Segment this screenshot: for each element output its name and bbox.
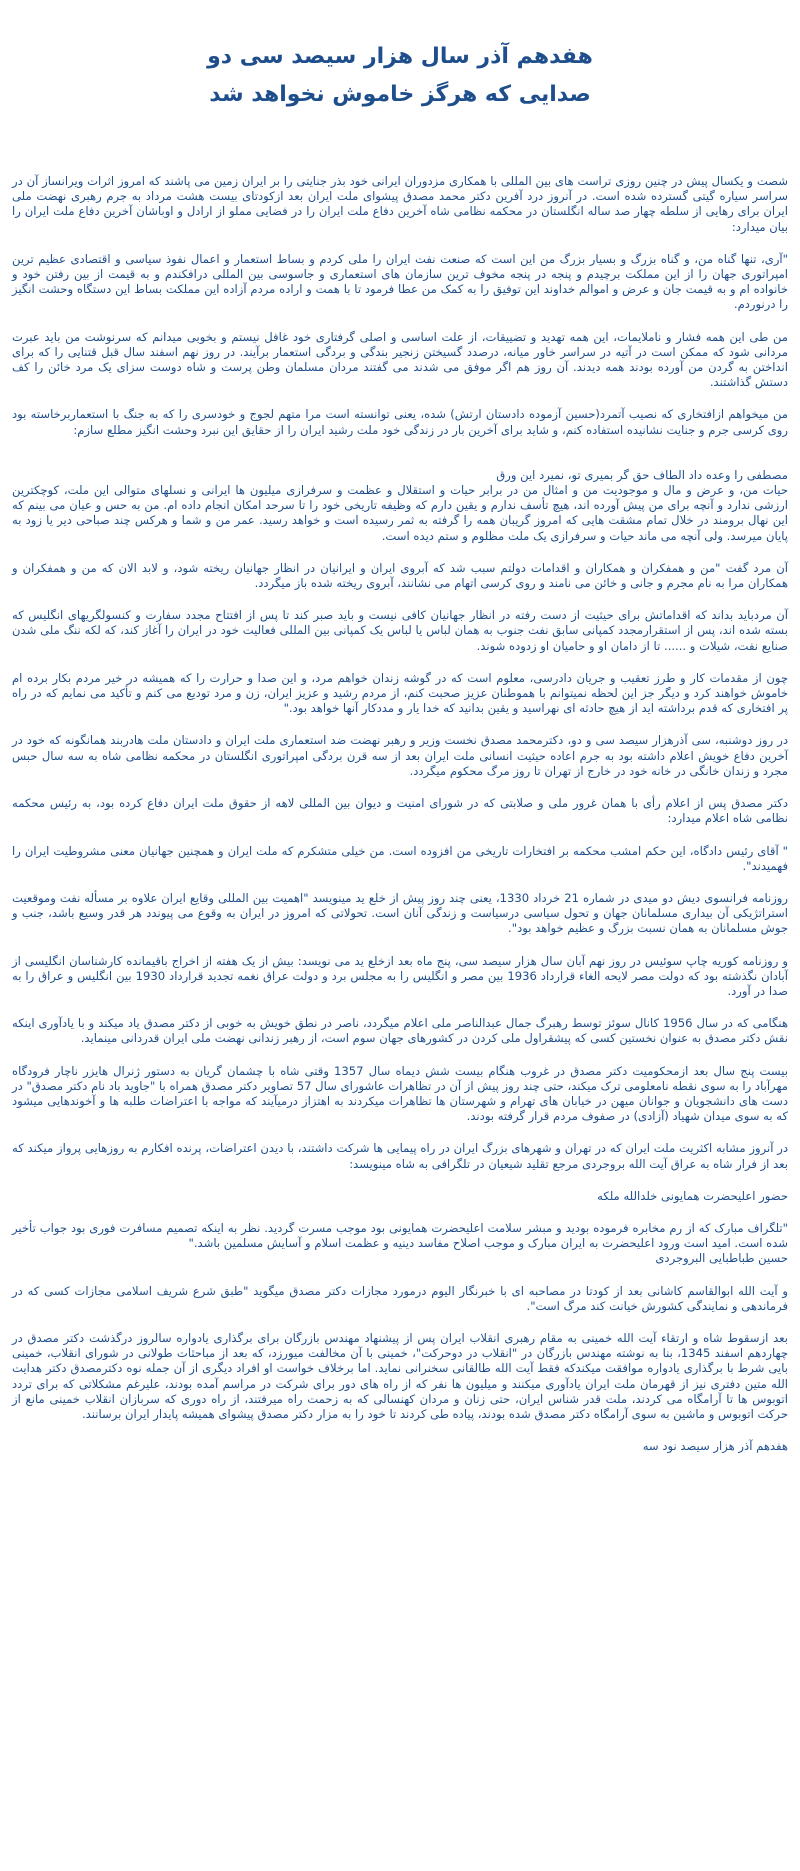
article-body (12, 174, 788, 1454)
paragraph: من طی این همه فشار و ناملایمات، این همه تهدید و تضییقات، از علت اساسی و اصلی گرفتاری خود غافل نیستم و بخوبی میدانم که سرنوشت من باید عبرت مردانی شود که ممکن است در آتیه در سراسر خاور میانه، درصدد گسیختن زنجیر بندگی و بردگی استعمار برآیند. در روز نهم اسفند سال قبل قتنایی را که برای انداختن به گردن من آورده بودند همه دیدند. آن روز هم اگر موفق می شدند می گفتند مردان مسلمان وطن پرست و شاه دوست سزای یک مرد خائن را کف دستش گذاشتند. (12, 329, 788, 390)
paragraph: و آیت الله ابوالقاسم کاشانی بعد از کودتا در مصاحبه ای با خبرنگار الیوم درمورد مجازات دکتر مصدق میگوید "طبق شرع شریف اسلامی مجازات کسی که در فرماندهی و نمایندگی کشورش خیانت کند مرگ است". (12, 1283, 788, 1313)
paragraph: شصت و یکسال پیش در چنین روزی تراست های بین المللی با همکاری مزدوران ایرانی خود بذر جنایتی را بر ایران زمین می پاشند که امروز اثرات ویرانساز آن در سراسر سیاره گیتی گسترده شده است. در آنروز درد آفرین دکتر محمد مصدق پیشوای ملت ایران بعد ازکودتای بیست هشت مرداد به جرم رهبری نهضت ملی ایران برای رهایی از سلطه چهار صد ساله انگلستان در محکمه نظامی شاه آخرین دفاع ملت ایران را در فضایی مملو از ارادل و اوباشان آخرین دفاع ملت ایران را بیان میدارد: (12, 174, 788, 234)
paragraph: "آری، تنها گناه من، و گناه بزرگ و بسیار بزرگ من این است که صنعت نفت ایران را ملی کردم و بساط استعمار و اعمال نفوذ سیاسی و اقتصادی عظیم ترین امپراتوری جهان را از این مملکت برچیدم و پنجه در پنجه مخوف ترین سازمان های استعماری و جاسوسی بین المللی درافکندم و به قیمت از بین رفتن خود و خانواده ام و به قیمت جان و عرض و اموالم خداوند این توفیق را به کمک من عطا فرمود تا با همت و اراده مردم آزاده این مملکت بساط این دستگاه وحشت انگیز را درنوردم. (12, 251, 788, 312)
paragraph: حضور اعلیحضرت همایونی خلدالله ملکه (597, 1188, 788, 1203)
title-block (12, 38, 788, 114)
paragraph: آن مرد گفت "من و همفکران و همکاران و اقدامات دولتم سبب شد که آبروی ایران و ایرانیان در انظار جهانیان ریخته شود، و لابد الان که من و همفکران و همکاران مرا به نام مجرم و جانی و خائن می نامند و روی کرسی اتهام می نشانند، آبروی ریخته شده باز میگردد. (12, 560, 788, 591)
closing-date: هفدهم آذر هزار سیصد نود سه (642, 1439, 788, 1454)
paragraph: "تلگراف مبارک که از رم مخابره فرموده بودید و مبشر سلامت اعلیحضرت همایونی بود موجب مسرت گردید. نظر به اینکه تصمیم مسافرت فوری بود جواب تأخیر شده است. امید است ورود اعلیحضرت به ایران مبارک و موجب اصلاح مفاسد دینیه و عظمت اسلام و آسایش مسلمین باشد." حسین طباطبایی البروجردی (12, 1220, 788, 1266)
paragraph: و روزنامه کوریه چاپ سوئیس در روز نهم آبان سال هزار سیصد سی، پنج ماه بعد ازخلع ید می نویسد: بیش از یک هفته از اخراج باقیمانده کارشناسان انگلیسی از آبادان نگذشته بود که دولت مصر لایحه الغاء قرارداد 1936 بین مصر و انگلیس را به مجلس برد و دولت عراق نغمه تجدید قرارداد 1930 بین انگلیس و عراق را به صدا در آورد. (12, 953, 788, 998)
title-line-2: صدایی که هرگز خاموش نخواهد شد (209, 82, 591, 107)
paragraph: در روز دوشنبه، سی آذرهزار سیصد سی و دو، دکترمحمد مصدق نخست وزیر و رهبر نهضت ضد استعماری ملت ایران و دادستان ملت هادربند همانگونه که خود در آخرین دفاع خویش اعلام داشته بود به جرم اعاده حیثیت انسانی ملت ایران بعد از سه قرن بردگی امپراتوری انگلستان در محکمه نظامی شاه به سه سال حبس مجرد و زندان خانگی در خانه خود در خارج از تهران تا روز مرگ محکوم میگردد. (12, 733, 788, 778)
paragraph: روزنامه فرانسوی دیش دو میدی در شماره 21 خرداد 1330، یعنی چند روز پیش از خلع ید مینویسد "اهمیت بین المللی وقایع ایران علاوه بر مسأله نفت وموقعیت استراتژیکی آن بیداری مسلمانان جهان و تحول سیاسی درسیاست و زندگی آنان است. تحولاتی که امروز در ایران به وقوع می پیوندد هر قدر وسیع باشد، جنب و جوش مسلمانان به همان نسبت بزرگ و عظیم خواهد بود". (12, 890, 788, 936)
paragraph: دکتر مصدق پس از اعلام رأی با همان غرور ملی و صلابتی که در شورای امنیت و دیوان بین المللی لاهه از حقوق ملت ایران دفاع کرده بود، به رئیس محکمه نظامی شاه اعلام میدارد: (12, 796, 788, 826)
paragraph: هنگامی که در سال 1956 کانال سوئز توسط رهبرگ جمال عبدالناصر ملی اعلام میگردد، ناصر در نطق خویش به خوبی از دکتر مصدق یاد میکند و با یادآوری اینکه نقش دکتر مصدق به عنوان نخستین کسی که پیشقراول ملی کردن در کشورهای جهان سوم است، از رهبر زندانی نهضت ملی ایران قدردانی مینماید. (12, 1016, 788, 1046)
paragraph: آن مردباید بداند که اقداماتش برای حیثیت از دست رفته در انظار جهانیان کافی نیست و باید صبر کند تا پس از افتتاح مجدد سفارت و کنسولگریهای انگلیس که بسته شده اند، پس از استقرارمجدد کمپانی سابق نفت جنوب به همان لباس یا لباس یک کمپانی بین المللی فعالیت خود در ایران را آغاز کند، که لکه ننگ ملی شدن صنایع نفت، شیلات و ...... تا از دامان او و حامیان او زدوده شوند. (12, 608, 788, 653)
title-line-1: هفدهم آذر سال هزار سیصد سی دو (207, 44, 593, 69)
paragraph: مصطفی را وعده داد الطاف حق گر بمیری تو، نمیرد این ورق حیات من، و عرض و مال و موجودیت من و امثال من در برابر حیات و استقلال و عظمت و سرفرازی میلیون ها ایرانی و نسلهای متوالی این ملت، کوچکترین ارزشی ندارد و آنچه برای من پیش آورده اند، هیچ تأسف ندارم و یقین دارم که وظیفه تاریخی خود را تا سرحد امکان انجام داده ام. من به حس و عیان می بینم که این نهال برومند در خلال تمام مشقت هایی که امروز گریبان همه را گرفته به ثمر رسیده است و خواهد رسید. عمر من و شما و هرکس چند صباحی دیر یا زود به پایان میرسد. ولی آنچه می ماند حیات و سرفرازی یک ملت مظلوم و ستم دیده است. (12, 467, 788, 543)
paragraph: " آقای رئیس دادگاه، این حکم امشب محکمه بر افتخارات تاریخی من افزوده است. من خیلی متشکرم که ملت ایران و همچنین جهانیان معنی مشروطیت ایران را فهمیدند". (12, 843, 788, 873)
paragraph: در آنروز مشابه اکثریت ملت ایران که در تهران و شهرهای بزرگ ایران در راه پیمایی ها شرکت داشتند، با دیدن اعتراضات، پرنده افکارم به روزهایی پرواز میکند که بعد از فرار شاه به عراق آیت الله بروجردی مرجع تقلید شیعیان در تلگرافی به شاه مینویسد: (12, 1141, 788, 1171)
paragraph: من میخواهم ازافتخاری که نصیب آتمرد(حسین آزموده دادستان ارتش) شده، یعنی توانسته است مرا متهم لجوج و خودسری را که به جنگ با استعماربرخاسته بود روی کرسی جرم و جنایت نشانیده استفاده کنم، و شاید برای آخرین بار در زندگی خود ملت رشید ایران را از حقایق این نبرد وحشت انگیز مطلع سازم: (12, 407, 788, 437)
paragraph: بعد ازسقوط شاه و ارتقاء آیت الله خمینی به مقام رهبری انقلاب ایران پس از پیشنهاد مهندس بازرگان برای برگذاری یادواره سالروز درگذشت دکتر مصدق در چهاردهم اسفند 1345، بنا به نوشته مهندس بازرگان در "انقلاب در دوحرکت"، خمینی با آن مخالفت میورزد، که بعد از مباحثات طولانی در شورای انقلاب، خمینی بایی شرط با برگذاری یادواره موافقت میکندکه فقط آیت الله طالقانی سخنرانی نماید. اما برخلاف خواست او افراد دیگری از آن جمله نوه دکترمصدق دکتر هدایت الله متین دفتری نیز از قهرمان ملت ایران یادآوری میکنند و میلیون ها نفر که از راه های دور برای شرکت در مراسم آمده بودند، علیرغم مشکلاتی که برای تردد اتوبوس ها تا آرامگاه می کردند، ملت قدر شناس ایران، حتی زنان و مردان کهنسالی که به زحمت راه میرفتند، از راه دوری که سربازان انقلاب خمینی مانع از حرکت اتوبوس و ماشین به سوی آرامگاه دکتر مصدق شده بودند، پیاده طی کردند تا خود را به مزار دکتر مصدق پیشوای همیشه پایدار ایران برسانند. (12, 1330, 789, 1421)
paragraph: چون از مقدمات کار و طرز تعقیب و جریان دادرسی، معلوم است که در گوشه زندان خواهم مرد، و این صدا و حرارت را که همیشه در خیر مردم بکار برده ام خاموش خواهند کرد و دیگر جز این لحظه نمیتوانم با هموطنان عزیز صحبت کنم، از مردم رشید و عزیز ایران، زن و مرد تودیع می کنم و تأکید می نمایم که در راه پر افتخاری که قدم برداشته اید از هیچ حادثه ای نهراسید و یقین بدانید که خدا یار و مددکار آنها خواهد بود." (12, 670, 788, 716)
paragraph: بیست پنج سال بعد ازمحکومیت دکتر مصدق در غروب هنگام بیست شش دیماه سال 1357 وقتی شاه با چشمان گریان به دستور ژنرال هایزر ناچار فرودگاه مهرآباد را به سوی نقطه نامعلومی ترک میکند، حتی چند روز پیش از آن در تظاهرات عاشورای سال 57 تصاویر دکتر مصدق همراه با "جاوید باد نام دکتر مصدق" در دست های دانشجویان و جوانان میهن در خیابان های تهرام و شهرستان ها تظاهرات میکردند به اهتزاز درمیآیند که مواجه با اعتراضات طلبه ها و آخوندهایی میشود که به سوی میدان شهیاد (آزادی) در صفوف مردم قرار گرفته بودند. (12, 1063, 789, 1124)
